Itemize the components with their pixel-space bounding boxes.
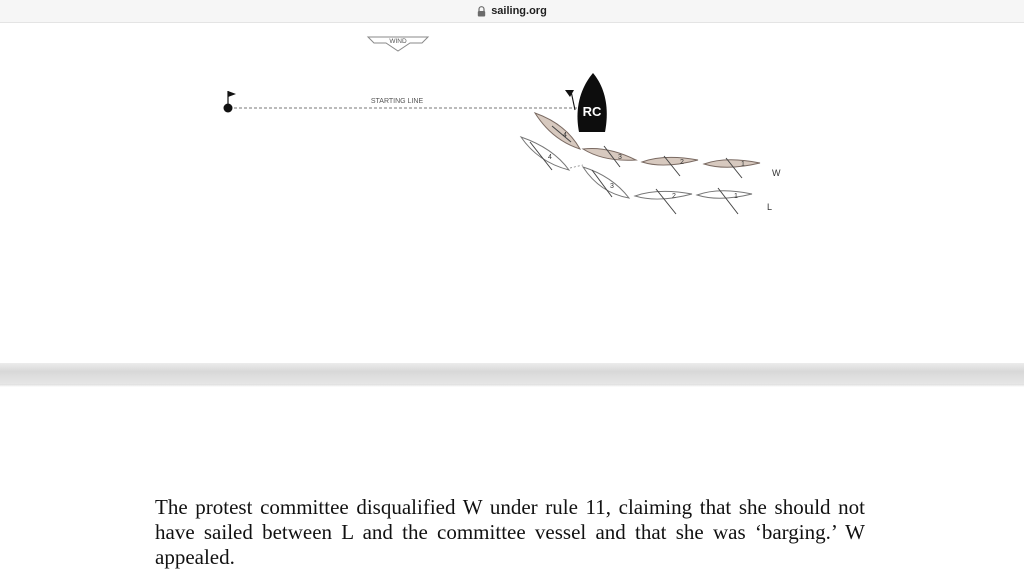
leeward-boat-2 (635, 189, 692, 214)
browser-address-bar[interactable] (0, 0, 1024, 23)
case-paragraph: The protest committee disqualified W under rule 11, claiming that she should not have sailed between L and the committee vessel and that she was ‘barging.’ W appealed. (155, 495, 865, 569)
url-display[interactable] (477, 5, 547, 17)
windward-label: W (772, 168, 781, 178)
leeward-boat-4 (521, 137, 569, 170)
windward-boat-1 (704, 158, 760, 178)
committee-boat (577, 73, 606, 132)
document-page-text (0, 387, 1024, 586)
race-diagram (0, 23, 1024, 363)
svg-text:2: 2 (672, 193, 676, 200)
leeward-boat-1 (697, 188, 752, 214)
committee-boat-label: RC (582, 104, 602, 119)
page-separator (0, 363, 1024, 384)
committee-flag (565, 90, 575, 110)
svg-text:4: 4 (563, 132, 567, 139)
svg-text:4: 4 (548, 154, 552, 161)
document-page-diagram (0, 23, 1024, 363)
url-text: sailing.org (491, 5, 547, 17)
svg-text:3: 3 (610, 183, 614, 190)
pin-mark-flag (224, 91, 237, 113)
svg-text:2: 2 (680, 159, 684, 166)
lock-icon (477, 6, 486, 17)
svg-text:1: 1 (734, 193, 738, 200)
starting-line-label: STARTING LINE (370, 98, 424, 105)
windward-boat-2 (642, 156, 698, 176)
leeward-label: L (767, 202, 773, 212)
leeward-boat-3 (583, 167, 629, 198)
windward-boat-4 (535, 113, 580, 149)
wind-arrow (368, 37, 428, 51)
svg-text:3: 3 (618, 154, 622, 161)
svg-text:1: 1 (741, 161, 745, 168)
wind-label: WIND (389, 38, 407, 45)
starting-line (229, 98, 580, 108)
windward-boat-3 (583, 146, 636, 167)
